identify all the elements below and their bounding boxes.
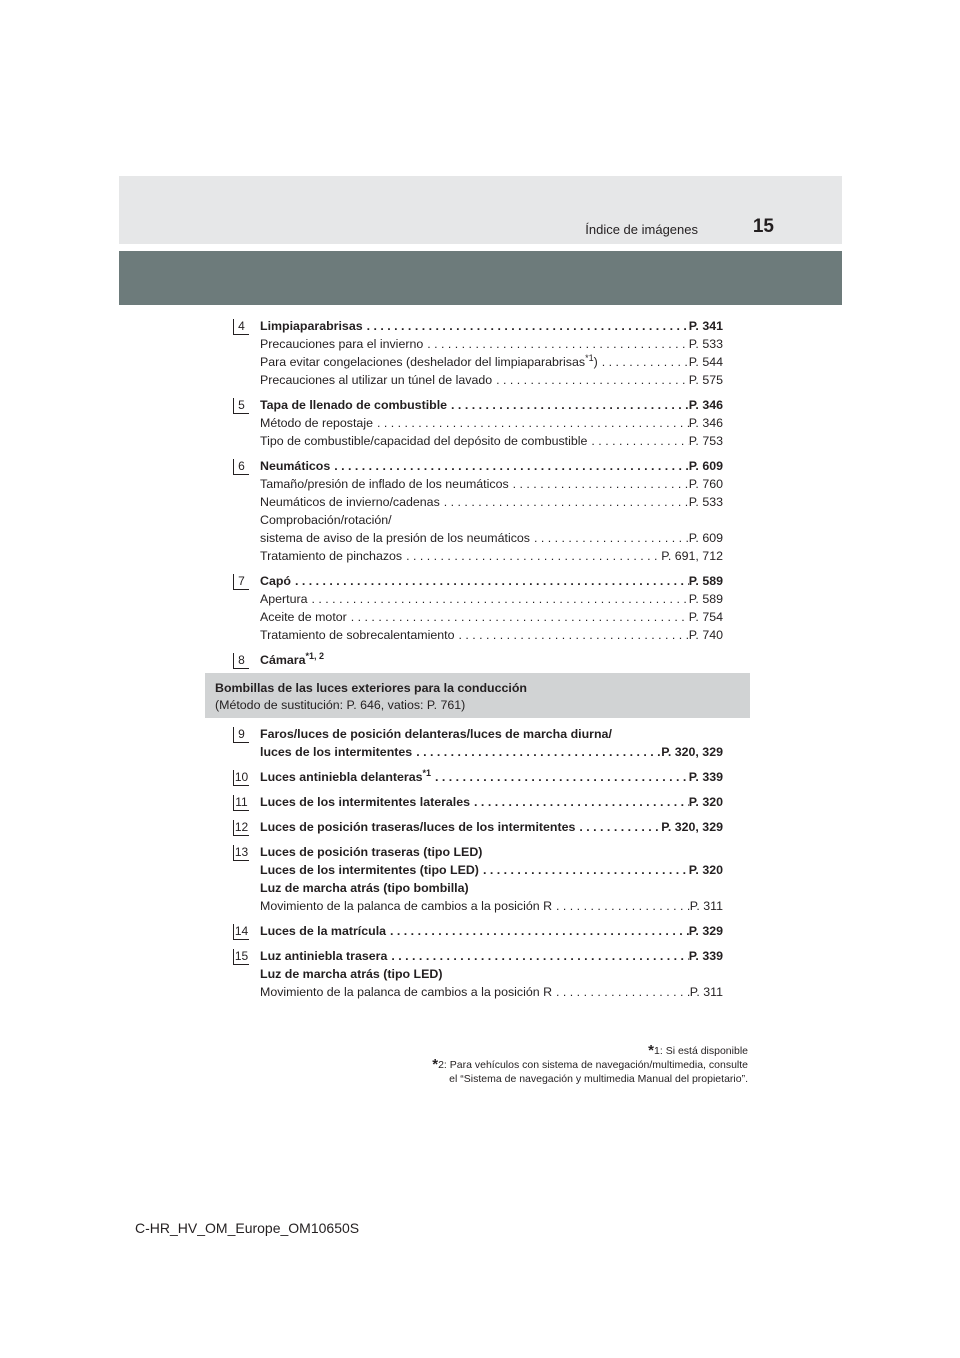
- footnote-2-cont: el “Sistema de navegación y multimedia Manual del propietario”.: [449, 1073, 748, 1085]
- footnote-2: *2: Para vehículos con sistema de navegación/multimedia, consulte: [432, 1056, 748, 1073]
- entry-text: Tapa de llenado de combustible: [260, 398, 448, 412]
- index-list-top: [233, 317, 723, 676]
- callout-number: 11: [233, 795, 249, 811]
- leader-dots: [402, 547, 661, 565]
- entry-page-ref[interactable]: P. 339: [688, 949, 723, 963]
- entry-text: Precauciones al utilizar un túnel de lavado: [260, 373, 493, 387]
- entry-text: Movimiento de la palanca de cambios a la posición R: [260, 899, 553, 913]
- entry-page-ref[interactable]: P. 589: [688, 574, 723, 588]
- index-entry: [260, 572, 723, 590]
- index-entry: [260, 793, 723, 811]
- leader-dots: [454, 626, 688, 644]
- entry-page-ref[interactable]: P. 754: [688, 610, 723, 624]
- leader-dots: [291, 572, 689, 590]
- entry-text: Luces de posición traseras/luces de los intermitentes: [260, 820, 576, 834]
- leader-dots: [363, 317, 689, 335]
- index-entry: [260, 608, 723, 626]
- leader-dots: [373, 414, 689, 432]
- entry-page-ref[interactable]: P. 311: [689, 899, 723, 913]
- index-section-13: [233, 843, 723, 915]
- entry-text: Apertura: [260, 592, 308, 606]
- index-entry: [260, 493, 723, 511]
- index-section-11: [233, 793, 723, 811]
- entry-page-ref[interactable]: P. 740: [688, 628, 723, 642]
- index-entry: [260, 511, 723, 529]
- entry-text: Método de repostaje: [260, 416, 373, 430]
- index-entry: [260, 547, 723, 565]
- entry-page-ref[interactable]: P. 320: [688, 795, 723, 809]
- index-entry: [260, 947, 723, 965]
- entry-page-ref[interactable]: P. 346: [688, 416, 723, 430]
- entry-page-ref[interactable]: P. 341: [688, 319, 723, 333]
- entry-page-ref[interactable]: P. 753: [688, 434, 723, 448]
- index-section-12: [233, 818, 723, 836]
- entry-text: luces de los intermitentes: [260, 745, 413, 759]
- entry-text: Luces antiniebla delanteras$^{*1}$: [260, 767, 432, 784]
- entry-text: Comprobación/rotación/: [260, 513, 392, 527]
- entry-text: Precauciones para el invierno: [260, 337, 424, 351]
- entry-page-ref[interactable]: P. 320, 329: [661, 745, 723, 759]
- entry-page-ref[interactable]: P. 609: [688, 459, 723, 473]
- entry-page-ref[interactable]: P. 575: [688, 373, 723, 387]
- index-entry: [260, 432, 723, 450]
- footnotes: [432, 1044, 748, 1086]
- index-list-bottom: [233, 725, 723, 1008]
- entry-text: Luz de marcha atrás (tipo bombilla): [260, 881, 469, 895]
- index-entry: [260, 843, 723, 861]
- entry-text: Para evitar congelaciones (deshelador del limpiaparabrisas$^{*1}$): [260, 352, 598, 369]
- index-entry: [260, 475, 723, 493]
- entry-page-ref[interactable]: P. 320, 329: [661, 820, 723, 834]
- index-entry: [260, 529, 723, 547]
- entry-text: Movimiento de la palanca de cambios a la posición R: [260, 985, 553, 999]
- index-entry: [260, 396, 723, 414]
- leader-dots: [308, 590, 689, 608]
- leader-dots: [575, 818, 661, 836]
- entry-page-ref[interactable]: P. 346: [688, 398, 723, 412]
- leader-dots: [509, 475, 689, 493]
- footnote-1: *1: Si está disponible: [648, 1042, 748, 1059]
- callout-number: 14: [234, 924, 249, 938]
- image-band: [119, 251, 842, 305]
- leader-dots: [330, 457, 689, 475]
- entry-text: Luces de posición traseras (tipo LED): [260, 845, 483, 859]
- leader-dots: [479, 861, 689, 879]
- index-entry: [260, 590, 723, 608]
- entry-text: Faros/luces de posición delanteras/luces de marcha diurna/: [260, 727, 612, 741]
- entry-text: Neumáticos: [260, 459, 331, 473]
- entry-text: Limpiaparabrisas: [260, 319, 363, 333]
- entry-page-ref[interactable]: P. 609: [688, 531, 723, 545]
- leader-dots: [423, 335, 689, 353]
- entry-text: Tratamiento de pinchazos: [260, 549, 403, 563]
- leader-dots: [598, 353, 689, 371]
- callout-number: 8: [233, 653, 249, 669]
- entry-page-ref[interactable]: P. 533: [688, 337, 723, 351]
- leader-dots: [552, 897, 690, 915]
- index-section-9: [233, 725, 723, 761]
- index-entry: [260, 818, 723, 836]
- index-entry: [260, 965, 723, 983]
- entry-text: Luces de los intermitentes laterales: [260, 795, 471, 809]
- leader-dots: [412, 743, 661, 761]
- document-code: C-HR_HV_OM_Europe_OM10650S: [135, 1220, 360, 1236]
- index-section-4: [233, 317, 723, 389]
- entry-text: Tratamiento de sobrecalentamiento: [260, 628, 455, 642]
- index-entry: [260, 768, 723, 786]
- index-section-6: [233, 457, 723, 565]
- callout-number: 13: [234, 845, 249, 859]
- page-number: 15: [752, 216, 774, 237]
- leader-dots: [587, 432, 688, 450]
- entry-text: Aceite de motor: [260, 610, 347, 624]
- index-entry: [260, 861, 723, 879]
- callout-number: 7: [233, 574, 249, 590]
- callout-number: 6: [233, 459, 249, 475]
- index-entry: [260, 743, 723, 761]
- callout-number: 12: [234, 820, 249, 834]
- section-title: Índice de imágenes: [585, 222, 698, 237]
- index-entry: [260, 317, 723, 335]
- header-band: [119, 176, 842, 244]
- entry-page-ref[interactable]: P. 329: [688, 924, 723, 938]
- leader-dots: [440, 493, 689, 511]
- entry-text: Tipo de combustible/capacidad del depósito de combustible: [260, 434, 588, 448]
- leader-dots: [530, 529, 689, 547]
- index-entry: [260, 983, 723, 1001]
- index-section-7: [233, 572, 723, 644]
- index-entry: [260, 922, 723, 940]
- entry-text: Neumáticos de invierno/cadenas: [260, 495, 440, 509]
- index-section-14: [233, 922, 723, 940]
- callout-number: 9: [233, 727, 249, 743]
- bulbs-box-title: Bombillas de las luces exteriores para la conducción: [215, 681, 527, 695]
- callout-number: 5: [233, 398, 249, 414]
- entry-text: Luces de la matrícula: [260, 924, 387, 938]
- leader-dots: [431, 768, 689, 786]
- index-entry: [260, 651, 723, 669]
- index-entry: [260, 371, 723, 389]
- callout-number: 10: [234, 770, 249, 784]
- entry-page-ref[interactable]: P. 320: [688, 863, 723, 877]
- leader-dots: [386, 922, 689, 940]
- entry-text: Luz de marcha atrás (tipo LED): [260, 967, 443, 981]
- entry-page-ref[interactable]: P. 589: [688, 592, 723, 606]
- index-entry: [260, 353, 723, 371]
- entry-page-ref[interactable]: P. 544: [688, 355, 723, 369]
- index-section-15: [233, 947, 723, 1001]
- bulbs-box: [205, 673, 750, 718]
- leader-dots: [492, 371, 689, 389]
- entry-text: Capó: [260, 574, 291, 588]
- entry-page-ref[interactable]: P. 311: [689, 985, 723, 999]
- entry-page-ref[interactable]: P. 691, 712: [661, 549, 723, 563]
- index-entry: [260, 626, 723, 644]
- entry-text: sistema de aviso de la presión de los neumáticos: [260, 531, 530, 545]
- bulbs-box-subtitle: (Método de sustitución: P. 646, vatios: P. 761): [215, 698, 466, 712]
- index-entry: [260, 457, 723, 475]
- leader-dots: [347, 608, 689, 626]
- index-entry: [260, 879, 723, 897]
- index-entry: [260, 897, 723, 915]
- entry-page-ref[interactable]: P. 533: [688, 495, 723, 509]
- entry-text: Luces de los intermitentes (tipo LED): [260, 863, 479, 877]
- leader-dots: [470, 793, 689, 811]
- entry-text: Cámara$^{*1, 2}$: [260, 650, 324, 667]
- leader-dots: [552, 983, 690, 1001]
- callout-number: 15: [234, 949, 249, 963]
- index-section-10: [233, 768, 723, 786]
- callout-number: 4: [233, 319, 249, 335]
- leader-dots: [447, 396, 689, 414]
- entry-page-ref[interactable]: P. 760: [688, 477, 723, 491]
- index-section-5: [233, 396, 723, 450]
- index-entry: [260, 725, 723, 743]
- entry-page-ref[interactable]: P. 339: [688, 770, 723, 784]
- index-entry: [260, 335, 723, 353]
- index-section-8: [233, 651, 723, 669]
- index-entry: [260, 414, 723, 432]
- entry-text: Tamaño/presión de inflado de los neumáticos: [260, 477, 509, 491]
- leader-dots: [387, 947, 688, 965]
- entry-text: Luz antiniebla trasera: [260, 949, 388, 963]
